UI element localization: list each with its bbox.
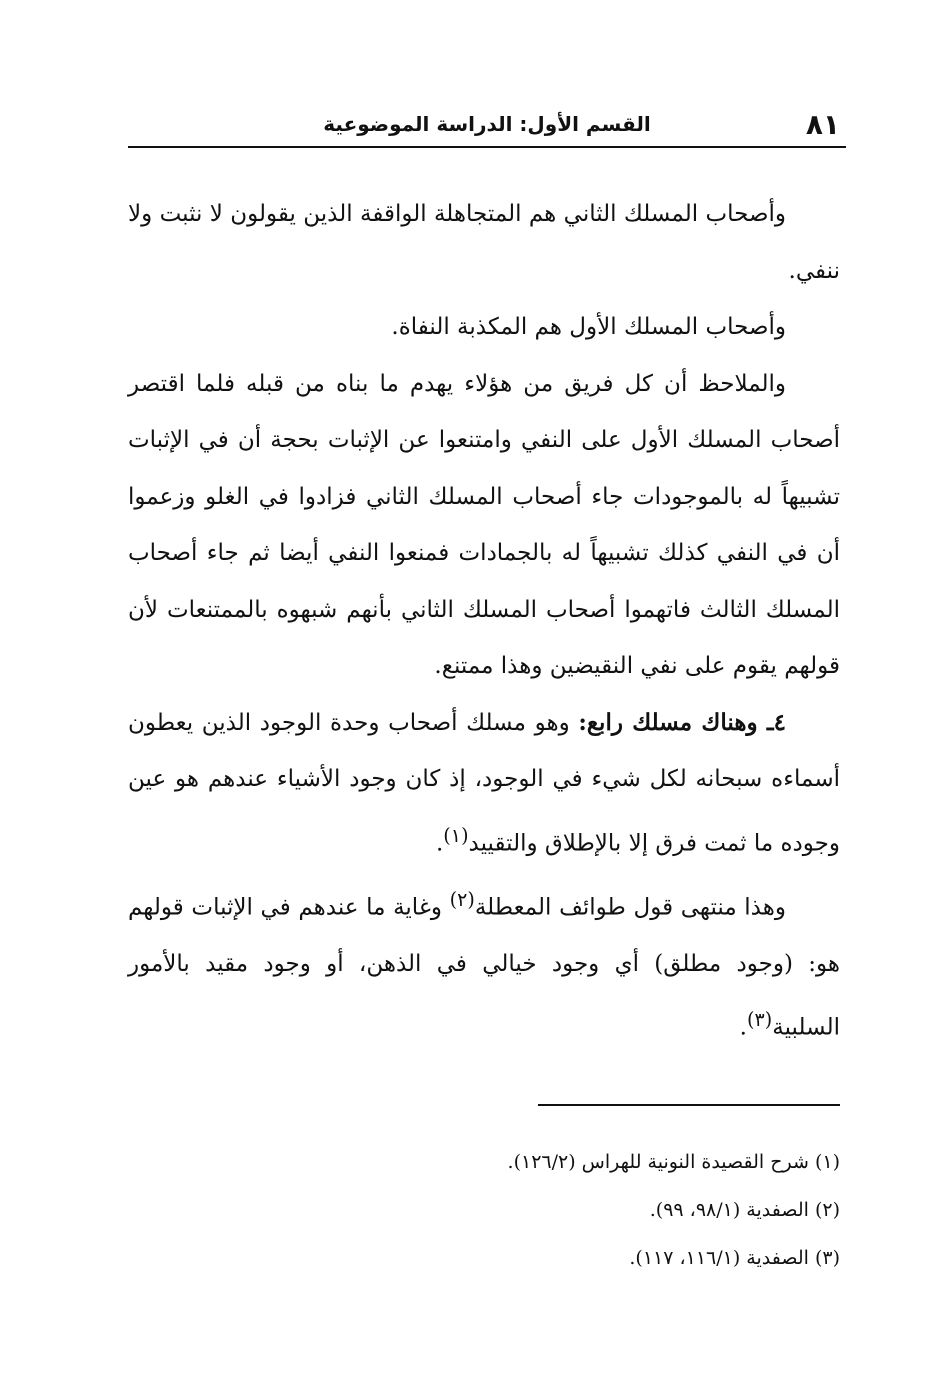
footnote-divider [538,1104,840,1106]
footnote-ref-1: (١) [443,823,469,847]
paragraph-1: وأصحاب المسلك الثاني هم المتجاهلة الواقفة الذين يقولون لا نثبت ولا ننفي. [128,201,840,284]
section-title: القسم الأول: الدراسة الموضوعية [323,112,651,136]
paragraph-4-heading: ٤ـ وهناك مسلك رابع: [578,708,786,736]
main-text [128,186,840,1056]
paragraph-5-end: . [739,1014,747,1041]
paragraph-5 [128,872,840,1057]
footnote-3: (٣) الصفدية (١١٦/١، ١١٧). [629,1247,840,1269]
footnote-1: (١) شرح القصيدة النونية للهراس (١٢٦/٢). [507,1151,840,1173]
paragraph-3: والملاحظ أن كل فريق من هؤلاء يهدم ما بناه من قبله فلما اقتصر أصحاب المسلك الأول على النفي وامتنعوا عن الإثبات بحجة أن في الإثبات تشبيهاً له بالموجودات جاء أصحاب المسلك الثاني فزادوا في الغلو وزعموا أن في النفي كذلك تشبيهاً له بالجمادات فمنعوا النفي أيضا ثم جاء أصحاب المسلك الثالث فاتهموا أصحاب المسلك الثاني بأنهم شبهوه بالممتنعات لأن قولهم يقوم على نفي النقيضين وهذا ممتنع. [128,370,840,679]
footnote-2: (٢) الصفدية (٩٨/١، ٩٩). [649,1199,840,1221]
paragraph-4-text: وهو مسلك أصحاب وحدة الوجود الذين يعطون أسماءه سبحانه لكل شيء في الوجود، إذ كان وجود الأشياء عندهم هو عين وجوده ما ثمت فرق إلا بالإطلاق والتقييد [128,709,840,857]
paragraph-4 [128,695,840,872]
page-number: ٨١ [805,108,840,141]
footnote-ref-3: (٣) [746,1008,773,1032]
paragraph-2: وأصحاب المسلك الأول هم المكذبة النفاة. [391,314,786,340]
footnotes [128,1138,840,1282]
footnote-ref-2: (٢) [449,887,475,911]
paragraph-5-text-b: وغاية ما عندهم في الإثبات قولهم هو: (وجود مطلق) أي وجود خيالي في الذهن، أو وجود مقيد بالأمور السلبية [128,894,840,1041]
paragraph-4-end: . [435,830,444,857]
paragraph-5-text-a: وهذا منتهى قول طوائف المعطلة [474,894,786,921]
running-header [128,100,846,148]
